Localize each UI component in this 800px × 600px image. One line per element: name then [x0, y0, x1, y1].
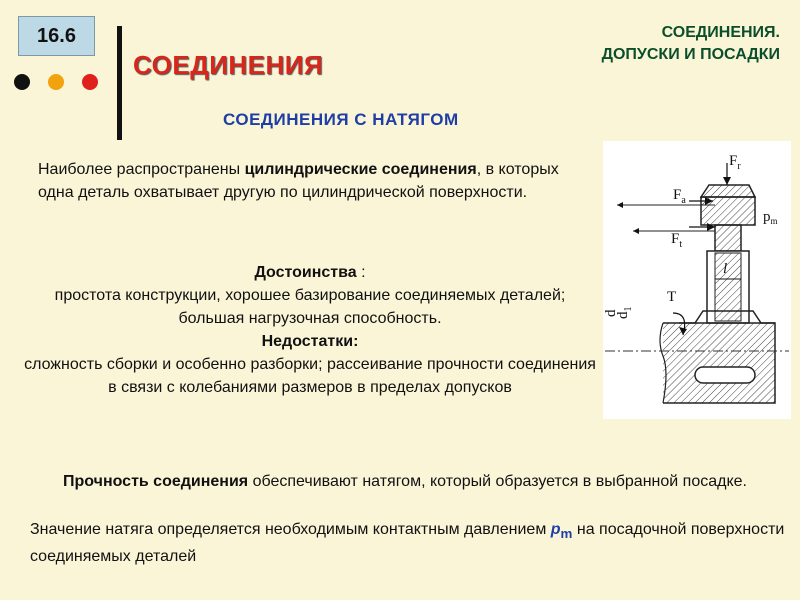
- intro-text-1: Наиболее распространены: [38, 161, 245, 178]
- orange-dot-icon: [48, 74, 64, 90]
- section-header-line1: СОЕДИНЕНИЯ.: [661, 24, 780, 41]
- red-dot-icon: [82, 74, 98, 90]
- intro-text-2: , в которых одна деталь охватывает другую по цилиндрической поверхности.: [38, 161, 559, 201]
- shaft-shape: [663, 323, 775, 403]
- torque-label: T: [667, 289, 677, 305]
- slide-number-badge: [18, 16, 95, 56]
- pm-symbol: p: [550, 521, 561, 538]
- interference-text: Значение натяга определяется необходимым контактным давлением: [30, 521, 551, 538]
- length-label: l: [723, 261, 728, 277]
- pm-label: $p_m$: [763, 209, 778, 226]
- gear-shaft-diagram: [603, 141, 791, 419]
- cons-heading: [20, 330, 600, 353]
- slide-number: 16.6: [37, 24, 76, 47]
- d1-label: $d_1$: [615, 306, 634, 319]
- page-subtitle: СОЕДИНЕНИЯ С НАТЯГОМ: [223, 110, 459, 129]
- gear-tooth-shape: [701, 185, 755, 197]
- strength-bold: Прочность соединения: [63, 473, 249, 490]
- page-title: СОЕДИНЕНИЯ: [133, 50, 324, 80]
- cons-text: сложность сборки и особенно разборки; рассеивание прочности соединения в связи с колебаниями размеров в пределах допусков: [24, 356, 596, 396]
- gear-web-shape: [715, 225, 741, 251]
- intro-bold-term: цилиндрические соединения: [244, 161, 477, 178]
- strength-text: обеспечивают натягом, который образуется в выбранной посадке.: [248, 473, 747, 490]
- pros-text: простота конструкции, хорошее базирование соединяемых деталей; большая нагрузочная способность.: [54, 287, 566, 327]
- keyway-shape: [695, 367, 755, 383]
- fr-label: $F_r$: [729, 153, 741, 172]
- interference-paragraph: [30, 518, 790, 568]
- pros-title-suffix: :: [356, 264, 366, 281]
- pm-subscript: m: [560, 526, 573, 542]
- pros-title: Достоинства: [254, 264, 357, 281]
- section-header: [602, 22, 780, 66]
- cons-title: Недостатки:: [261, 333, 359, 350]
- pros-heading: [20, 261, 600, 284]
- section-header-line2: ДОПУСКИ И ПОСАДКИ: [601, 46, 780, 63]
- interference-tail: на посадочной поверхности соединяемых деталей: [30, 521, 785, 566]
- fa-label: $F_a$: [673, 187, 686, 206]
- black-dot-icon: [14, 74, 30, 90]
- strength-paragraph: [60, 470, 750, 493]
- intro-paragraph: [38, 158, 578, 204]
- d-label: d: [603, 309, 619, 317]
- title-divider: [117, 26, 122, 140]
- ft-label: $F_t$: [671, 231, 683, 250]
